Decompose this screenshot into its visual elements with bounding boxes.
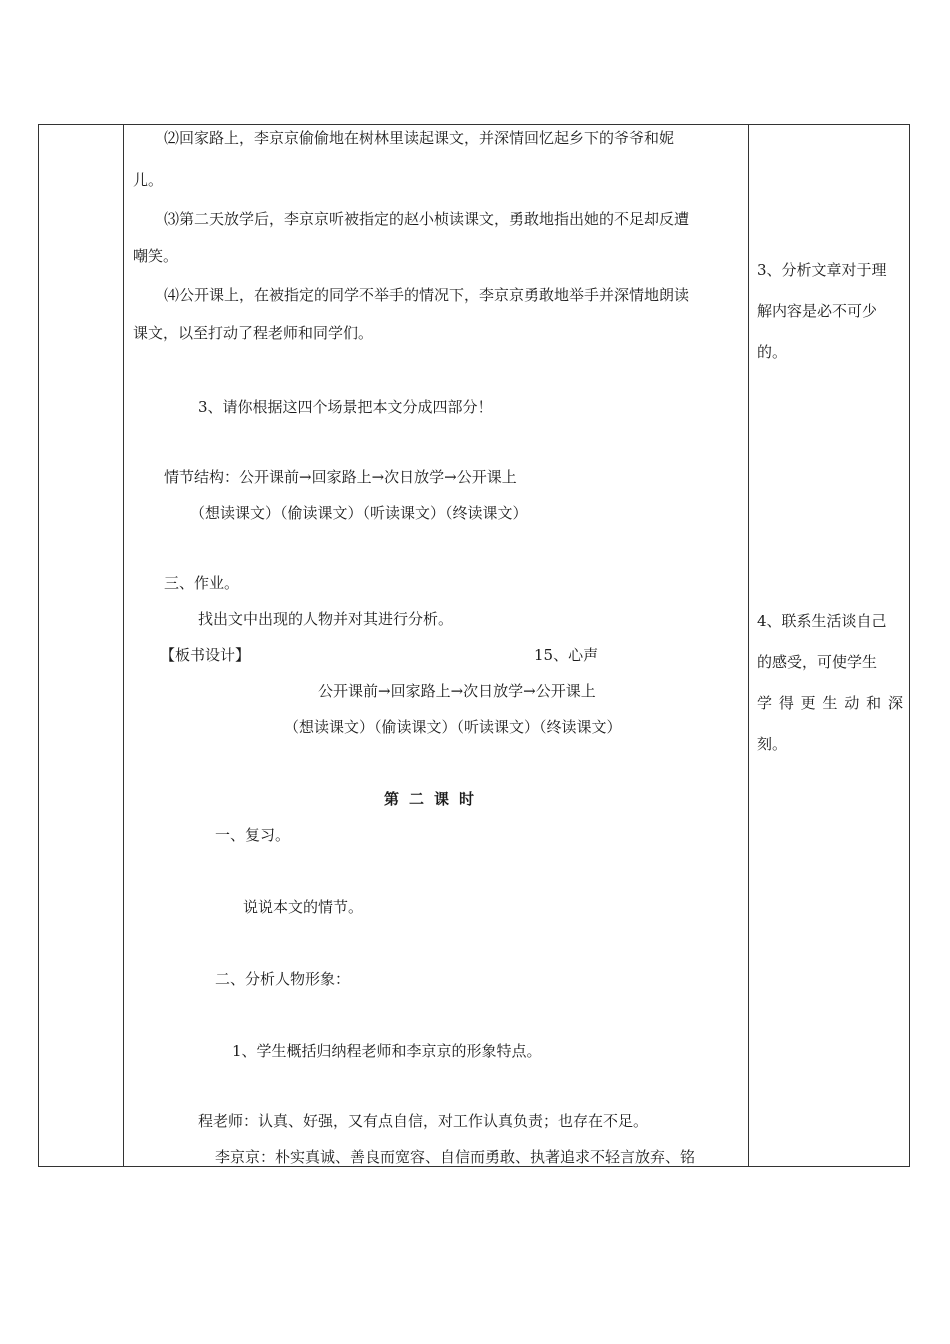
board-design-label: 【板书设计】 (160, 646, 251, 664)
review-text: 说说本文的情节。 (243, 898, 364, 916)
homework-title: 三、作业。 (164, 574, 240, 592)
scene-2-line-2: 儿。 (133, 171, 164, 189)
column-divider-left (123, 125, 124, 1166)
note-4-line-3-char: 生 (822, 694, 838, 712)
note-4-line-3-char: 动 (844, 694, 860, 712)
teacher-description: 程老师：认真、好强，又有点自信，对工作认真负责；也存在不足。 (198, 1112, 649, 1130)
note-3-line-2: 解内容是必不可少 (757, 302, 878, 320)
lesson-2-title: 第二课时 (384, 790, 485, 808)
board-line-1: 公开课前→回家路上→次日放学→公开课上 (318, 682, 596, 700)
note-4-line-3-char: 和 (866, 694, 882, 712)
board-line-2: （想读课文）（偷读课文）（听读课文）（终读课文） (284, 718, 622, 736)
note-4-line-3-char: 学 (757, 694, 773, 712)
student-description: 李京京：朴实真诚、善良而宽容、自信而勇敢、执著追求不轻言放弃、铭 (215, 1148, 696, 1166)
homework-text: 找出文中出现的人物并对其进行分析。 (198, 610, 454, 628)
scene-3-line-1: ⑶第二天放学后，李京京听被指定的赵小桢读课文，勇敢地指出她的不足却反遭 (164, 210, 690, 228)
column-divider-right (748, 125, 749, 1166)
scene-2-line-1: ⑵回家路上，李京京偷偷地在树林里读起课文，并深情回忆起乡下的爷爷和妮 (164, 129, 675, 147)
note-4-line-3-char: 得 (778, 694, 794, 712)
note-4-line-3 (757, 683, 903, 724)
scene-4-line-1: ⑷公开课上，在被指定的同学不举手的情况下，李京京勇敢地举手并深情地朗读 (164, 286, 690, 304)
note-3 (757, 250, 905, 373)
question-3: 3、请你根据这四个场景把本文分成四部分！ (198, 398, 493, 416)
board-design-title: 15、心声 (534, 646, 599, 664)
review-title: 一、复习。 (215, 826, 291, 844)
note-4-line-1: 4、联系生活谈自己 (757, 612, 887, 630)
analysis-title: 二、分析人物形象： (215, 970, 351, 988)
note-4-line-4: 刻。 (757, 735, 788, 753)
note-4-line-3-char: 更 (800, 694, 816, 712)
analysis-question-1: 1、学生概括归纳程老师和李京京的形象特点。 (232, 1042, 542, 1060)
scene-3-line-2: 嘲笑。 (133, 247, 179, 265)
plot-structure: 情节结构：公开课前→回家路上→次日放学→公开课上 (164, 468, 517, 486)
scene-4-line-2: 课文，以至打动了程老师和同学们。 (133, 324, 374, 342)
note-4-line-2: 的感受，可使学生 (757, 653, 878, 671)
plot-readings: （想读课文）（偷读课文）（听读课文）（终读课文） (190, 504, 528, 522)
note-4-line-3-char: 深 (887, 694, 903, 712)
note-3-line-3: 的。 (757, 343, 788, 361)
note-3-line-1: 3、分析文章对于理 (757, 261, 887, 279)
note-4 (757, 601, 905, 765)
